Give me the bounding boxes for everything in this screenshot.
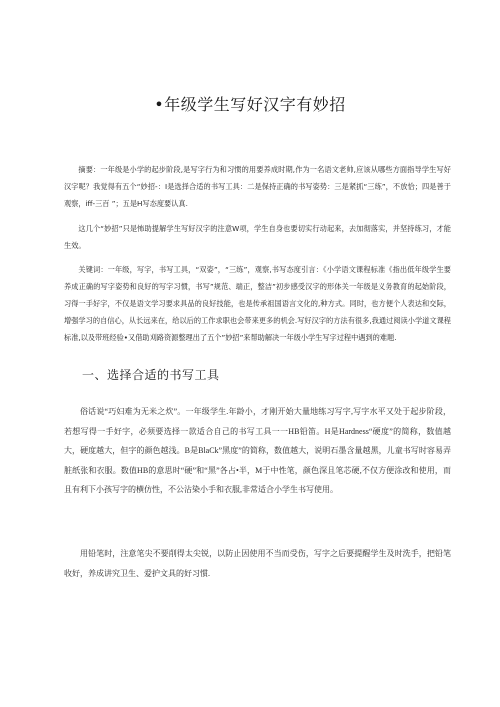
- section-paragraph-2: 用铅笔时，注意笔尖不要削得太尖锐，以防止因使用不当而受伤，写字之后要提醒学生及时洗手，把铅笔收好，养成讲究卫生、爱护文具的好习惯.: [64, 549, 451, 578]
- document-title: •年级学生写好汉字有妙招: [154, 95, 346, 114]
- abstract-paragraph: 摘要：一年级是小学的起步阶段,是写字行为和习惯的用要养成时期,作为一名语文老帅,应该从哪些方面指导学生写好汉字呢？我觉得有五个“妙招-：I是选择合适的书写工具：二是保持正确的书写姿势：三是紧抓“三练”，不放恰；四是善于观察，iff-三百 ”；五是H写态度要认真.: [64, 165, 451, 208]
- section-heading: 一、选择合适的书写工具: [82, 368, 220, 382]
- section-paragraph-1: 俗话说“巧妇难为无米之炊”。一年级学生.年龄小，才刚开始大量地练习写字,写字水平又处于起步阶段，若想写得一手好字，必须要选择一款适合自己的书写工具一一HB铅笛。H是Hardness“硬度”的简称，数值越大，硬度越大，但字的颜色越浅。B是BlaCk”黑度”的简称，数值越大，说明石墨含量越黑，儿童书写时容易弄脏纸张和衣服。数值HB的意思时“硬”和“黑”各占•半，M于中性笔，颜色深且笔芯硬,不仅方便涂改和使用，而且有利下小孩写字的横仿性，不公沾染小手和衣服,非常适合小学生书写使用。: [64, 407, 451, 494]
- keywords-paragraph: 关键词：一年级，写字，书写工具，“双姿”，“三练”，观察,书写态度引言：《小学语文课程标准《指出低年级学生要养成正确的写字姿势和良好的写字习惯，书写”规范、端正，整洁”初步感受汉字的形体关一年级是义务教育的起始阶段，习得一手好字，不仅是语文学习要求具品的良好技能，也是传承祖国语言文化的,种方式。同时，也方便个人表达和交际，增强学习的自信心，从长远来在，给以后的工作求职也会带来更多的机会.写好汉字的方法有很多,我通过阅读小学道文课程标准,以及带班经验•又借助刈路资源整理出了五个”妙招”来帮助解决一年级小学生写字过程中遇到的难题.: [64, 265, 451, 342]
- note-paragraph: 这几个“妙招”只是怖助提解学生写好汉字的注意W项，学生自身也要切实行动起来，去加彻落实，并坚持练习，才能生效。: [64, 224, 451, 250]
